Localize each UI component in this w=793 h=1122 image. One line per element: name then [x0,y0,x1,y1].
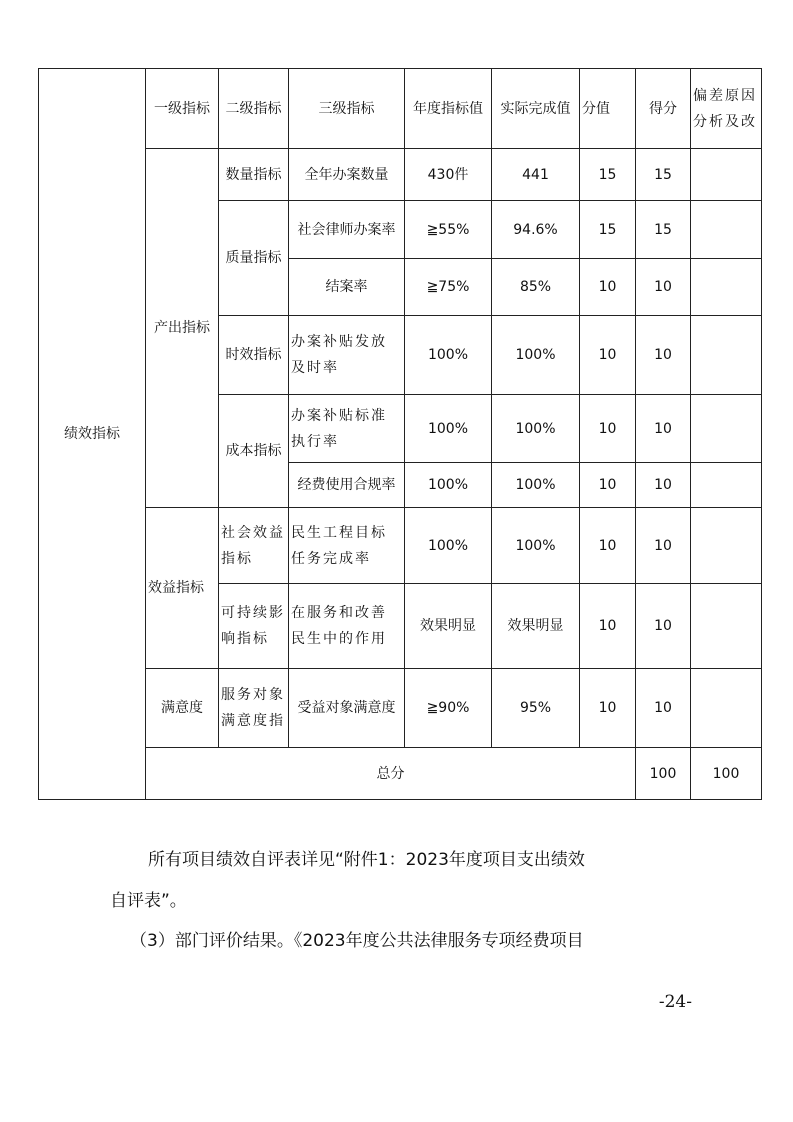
performance-table [38,68,762,800]
row-level3: 社会律师办案率 [289,201,405,259]
paragraph-line: 自评表”。 [110,891,187,911]
header-got: 得分 [636,69,691,149]
row-score: 10 [580,669,636,748]
header-level2: 二级指标 [219,69,289,149]
header-score: 分值 [580,69,636,149]
row-score: 10 [580,259,636,316]
total-label: 总分 [146,748,636,800]
row-actual: 94.6% [492,201,580,259]
group-label-cell: 绩效指标 [39,69,146,800]
paragraph-line: 所有项目绩效自评表详见“附件1：2023年度项目支出绩效 [148,850,585,870]
header-deviation: 偏差原因分析及改 [691,69,762,149]
row-level3: 在服务和改善民生中的作用 [289,584,405,669]
row-actual: 95% [492,669,580,748]
row-got: 10 [636,584,691,669]
cat1-satisfaction: 满意度 [146,669,219,748]
row-score: 15 [580,149,636,201]
cat2-sustain: 可持续影响指标 [219,584,289,669]
row-target: 100% [405,463,492,508]
row-score: 15 [580,201,636,259]
row-level3: 结案率 [289,259,405,316]
row-target: ≧90% [405,669,492,748]
row-got: 10 [636,316,691,395]
row-deviation [691,463,762,508]
row-deviation [691,316,762,395]
row-target: 100% [405,508,492,584]
row-actual: 100% [492,316,580,395]
row-deviation [691,669,762,748]
row-score: 10 [580,463,636,508]
row-got: 15 [636,201,691,259]
row-target: 100% [405,316,492,395]
row-got: 10 [636,669,691,748]
header-level1: 一级指标 [146,69,219,149]
cat2-timeliness: 时效指标 [219,316,289,395]
cat1-benefit: 效益指标 [146,508,219,669]
row-level3: 全年办案数量 [289,149,405,201]
total-score: 100 [636,748,691,800]
cat2-quality: 质量指标 [219,201,289,316]
row-score: 10 [580,316,636,395]
header-actual: 实际完成值 [492,69,580,149]
cat1-output: 产出指标 [146,149,219,508]
header-level3: 三级指标 [289,69,405,149]
row-actual: 100% [492,395,580,463]
row-level3: 办案补贴发放及时率 [289,316,405,395]
row-deviation [691,259,762,316]
header-target: 年度指标值 [405,69,492,149]
row-actual: 100% [492,508,580,584]
cat2-quantity: 数量指标 [219,149,289,201]
row-score: 10 [580,508,636,584]
row-deviation [691,149,762,201]
row-got: 15 [636,149,691,201]
row-got: 10 [636,259,691,316]
cat2-cost: 成本指标 [219,395,289,508]
row-deviation [691,201,762,259]
row-got: 10 [636,395,691,463]
row-target: ≧55% [405,201,492,259]
cat2-service-satisfaction: 服务对象满意度指 [219,669,289,748]
row-got: 10 [636,463,691,508]
row-deviation [691,508,762,584]
row-actual: 效果明显 [492,584,580,669]
row-actual: 100% [492,463,580,508]
row-deviation [691,584,762,669]
row-target: 430件 [405,149,492,201]
row-actual: 85% [492,259,580,316]
row-target: 100% [405,395,492,463]
total-got: 100 [691,748,762,800]
row-target: ≧75% [405,259,492,316]
row-got: 10 [636,508,691,584]
paragraph-line: （3）部门评价结果。《2023年度公共法律服务专项经费项目 [130,931,584,951]
row-level3: 受益对象满意度 [289,669,405,748]
row-level3: 办案补贴标准执行率 [289,395,405,463]
cat2-social: 社会效益指标 [219,508,289,584]
page-number: -24- [658,992,692,1012]
row-target: 效果明显 [405,584,492,669]
row-deviation [691,395,762,463]
row-level3: 民生工程目标任务完成率 [289,508,405,584]
row-score: 10 [580,584,636,669]
row-actual: 441 [492,149,580,201]
row-score: 10 [580,395,636,463]
row-level3: 经费使用合规率 [289,463,405,508]
